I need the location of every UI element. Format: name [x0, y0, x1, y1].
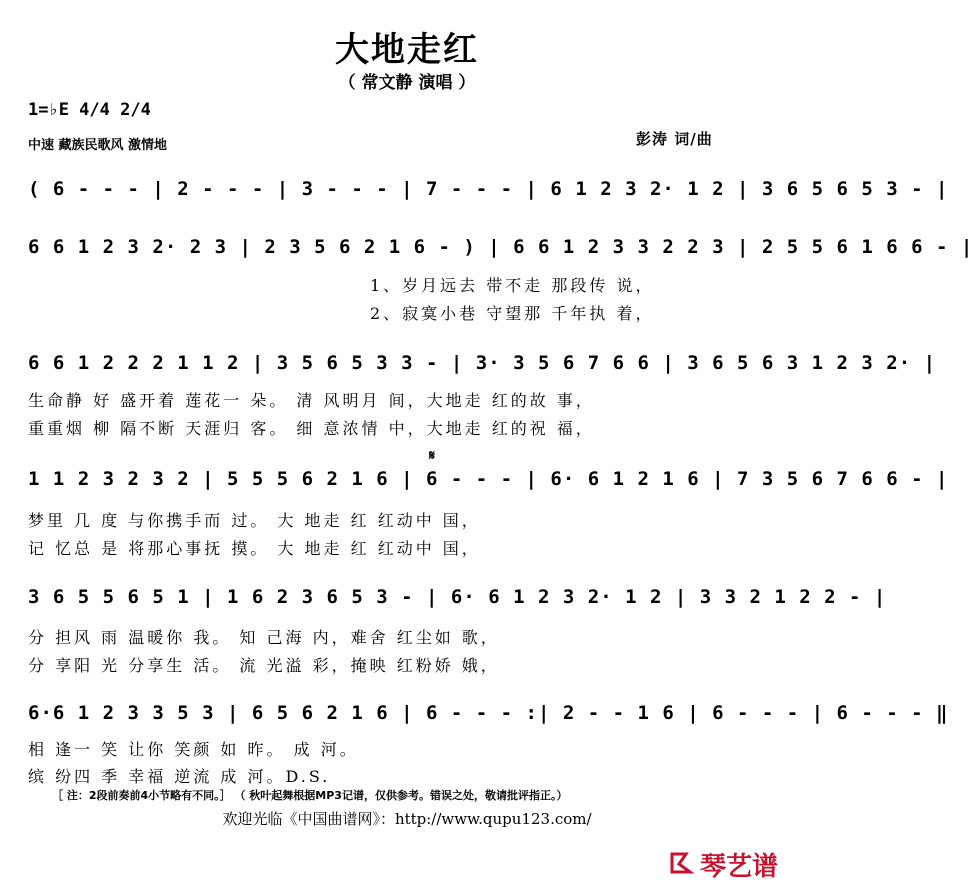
lyric-row-5-verse-1: 分 担风 雨 温暖你 我。 知 己海 内，难舍 红尘如 歌，: [28, 628, 500, 647]
lyric-row-3-verse-1: 生命静 好 盛开着 莲花一 朵。 清 风明月 间，大地走 红的故 事，: [28, 391, 595, 410]
brand-logo-icon: [668, 846, 698, 876]
brand-name: 琴艺谱: [700, 852, 779, 882]
lyric-row-2-verse-2: 2、寂寞小巷 守望那 千年执 着，: [370, 304, 655, 323]
notation-row-2: 6 6 1 2 3 2· 2 3 | 2 3 5 6 2 1 6 - ) | 6 6 1 2 3 3 2 2 3 | 2 5 5 6 1 6 6 - |: [28, 236, 973, 258]
notation-row-3: 6 6 1 2 2 2 1 1 2 | 3 5 6 5 3 3 - | 3· 3 5 6 7 6 6 | 3 6 5 6 3 1 2 3 2· |: [28, 352, 937, 374]
lyric-row-2-verse-1: 1、岁月远去 带不走 那段传 说，: [370, 276, 655, 295]
notation-row-4: 1 1 2 3 2 3 2 | 5 5 5 6 2 1 6 | 6 - - - | 6· 6 1 2 1 6 | 7 3 5 6 7 6 6 - |: [28, 468, 949, 490]
transcription-note: ［ 注：2段前奏前4小节略有不同。］ （ 秋叶起舞根据MP3记谱，仅供参考。错误之处，敬请批评指正。）: [52, 789, 568, 802]
website-welcome: 欢迎光临《中国曲谱网》：http://www.qupu123.com/: [222, 810, 592, 828]
notation-row-6: 6·6 1 2 3 3 5 3 | 6 5 6 2 1 6 | 6 - - - :| 2 - - 1 6 | 6 - - - | 6 - - - ‖: [28, 702, 949, 724]
lyric-row-5-verse-2: 分 享阳 光 分享生 活。 流 光溢 彩，掩映 红粉娇 娥，: [28, 656, 500, 675]
notation-row-5: 3 6 5 5 6 5 1 | 1 6 2 3 6 5 3 - | 6· 6 1 2 3 2· 1 2 | 3 3 2 1 2 2 - |: [28, 586, 887, 608]
singer-credit: （ 常文静 演唱 ）: [338, 73, 476, 93]
lyric-row-6-verse-1: 相 逢一 笑 让你 笑颜 如 昨。 成 河。: [28, 740, 359, 759]
author-credit: 彭涛 词/曲: [636, 130, 713, 148]
lyric-row-4-verse-1: 梦里 几 度 与你携手而 过。 大 地走 红 红动中 国，: [28, 511, 481, 530]
segno-sign: 𝄋: [429, 448, 436, 464]
notation-row-1: ( 6 - - - | 2 - - - | 3 - - - | 7 - - - | 6 1 2 3 2· 1 2 | 3 6 5 6 5 3 - |: [28, 178, 949, 200]
lyric-row-3-verse-2: 重重烟 柳 隔不断 天涯归 客。 细 意浓情 中，大地走 红的祝 福，: [28, 419, 595, 438]
lyric-row-6-verse-2: 缤 纷四 季 幸福 逆流 成 河。D.S.: [28, 767, 331, 786]
tempo-marking: 中速 藏族民歌风 激情地: [28, 138, 168, 153]
key-signature: 1=♭E 4/4 2/4: [28, 100, 151, 120]
lyric-row-4-verse-2: 记 忆总 是 将那心事抚 摸。 大 地走 红 红动中 国，: [28, 539, 481, 558]
song-title: 大地走红: [335, 30, 479, 70]
